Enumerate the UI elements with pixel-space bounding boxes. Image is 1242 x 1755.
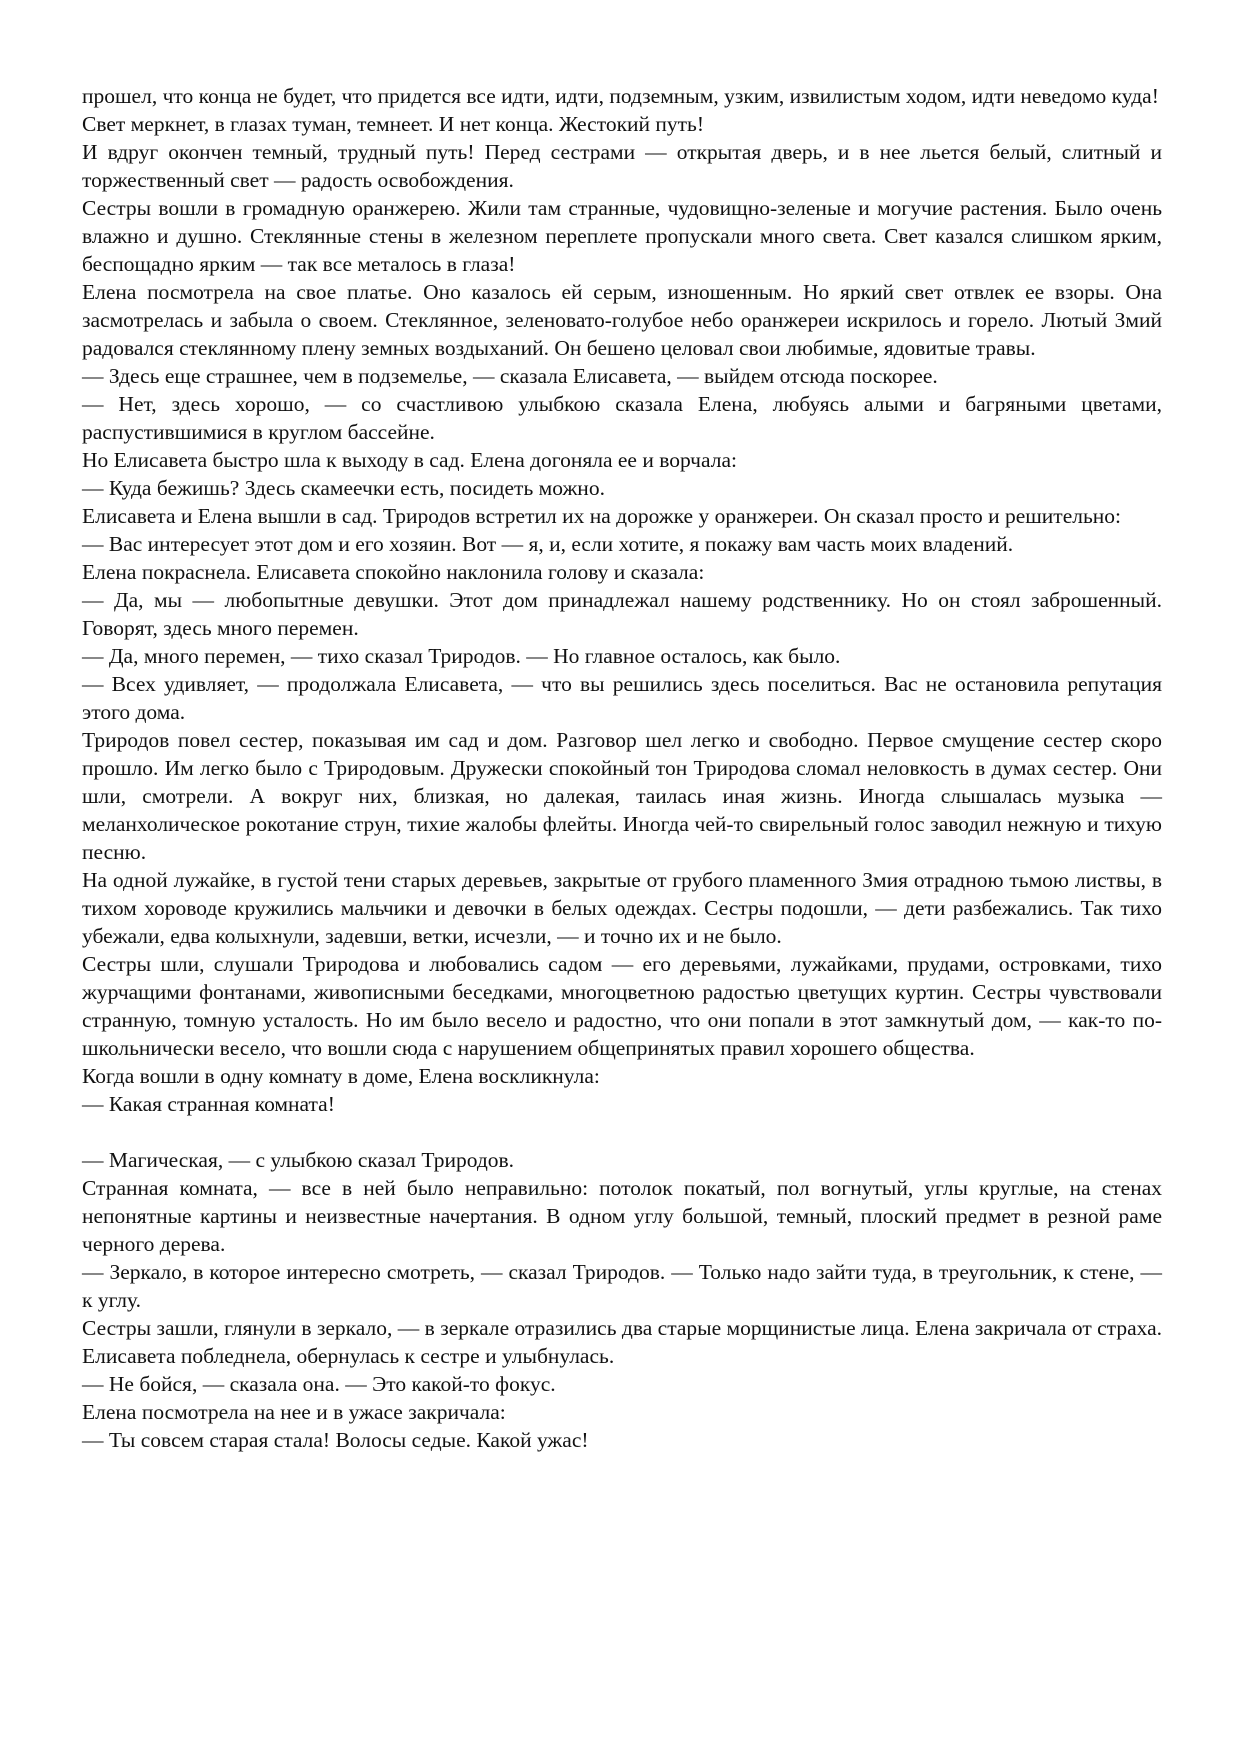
paragraph: Елисавета и Елена вышли в сад. Триродов встретил их на дорожке у оранжереи. Он сказал просто и решительно:	[82, 504, 1122, 528]
paragraph: — Вас интересует этот дом и его хозяин. Вот — я, и, если хотите, я покажу вам часть моих владений.	[82, 532, 1014, 556]
paragraph: Сестры вошли в громадную оранжерею. Жили там странные, чудовищно-зеленые и могучие растения. Было очень влажно и душно. Стеклянные стены в железном переплете пропускали много света. Свет казался слишком ярким, беспощадно ярким — так все металось в глаза!	[82, 196, 1162, 276]
paragraph: Сестры зашли, глянули в зеркало, — в зеркале отразились два старые морщинистые лица. Елена закричала от страха. Елисавета побледнела, обернулась к сестре и улыбнулась.	[82, 1316, 1162, 1368]
paragraph: Сестры шли, слушали Триродова и любовались садом — его деревьями, лужайками, прудами, островками, тихо журчащими фонтанами, живописными беседками, многоцветною радостью цветущих куртин. Сестры чувствовали странную, томную усталость. Но им было весело и радостно, что они попали в этот замкнутый дом, — как-то по-школьнически весело, что вошли сюда с нарушением общепринятых правил хорошего общества.	[82, 952, 1162, 1060]
paragraph: — Магическая, — с улыбкою сказал Триродов.	[82, 1148, 515, 1172]
paragraph: Елена посмотрела на свое платье. Оно казалось ей серым, изношенным. Но яркий свет отвлек ее взоры. Она засмотрелась и забыла о своем. Стеклянное, зеленовато-голубое небо оранжереи искрилось и горело. Лютый Змий радовался стеклянному плену земных воздыханий. Он бешено целовал свои любимые, ядовитые травы.	[82, 280, 1162, 360]
paragraph: — Зеркало, в которое интересно смотреть, — сказал Триродов. — Только надо зайти туда, в треугольник, к стене, — к углу.	[82, 1260, 1162, 1312]
paragraph: Свет меркнет, в глазах туман, темнеет. И нет конца. Жестокий путь!	[82, 112, 705, 136]
document-page	[82, 82, 1162, 1454]
paragraph: — Не бойся, — сказала она. — Это какой-то фокус.	[82, 1372, 556, 1396]
paragraph: — Да, мы — любопытные девушки. Этот дом принадлежал нашему родственнику. Но он стоял заброшенный. Говорят, здесь много перемен.	[82, 588, 1162, 640]
paragraph: Елена покраснела. Елисавета спокойно наклонила голову и сказала:	[82, 560, 705, 584]
paragraph: На одной лужайке, в густой тени старых деревьев, закрытые от грубого пламенного Змия отрадною тьмою листвы, в тихом хороводе кружились мальчики и девочки в белых одеждах. Сестры подошли, — дети разбежались. Так тихо убежали, едва колыхнули, задевши, ветки, исчезли, — и точно их и не было.	[82, 868, 1162, 948]
paragraph: — Куда бежишь? Здесь скамеечки есть, посидеть можно.	[82, 476, 605, 500]
paragraph: — Какая странная комната!	[82, 1092, 335, 1116]
paragraph: — Нет, здесь хорошо, — со счастливою улыбкою сказала Елена, любуясь алыми и багряными цветами, распустившимися в круглом бассейне.	[82, 392, 1162, 444]
paragraph: И вдруг окончен темный, трудный путь! Перед сестрами — открытая дверь, и в нее льется белый, слитный и торжественный свет — радость освобождения.	[82, 140, 1162, 192]
paragraph: Странная комната, — все в ней было неправильно: потолок покатый, пол вогнутый, углы круглые, на стенах непонятные картины и неизвестные начертания. В одном углу большой, темный, плоский предмет в резной раме черного дерева.	[82, 1176, 1162, 1256]
blank-line	[82, 1118, 1162, 1146]
paragraph: Но Елисавета быстро шла к выходу в сад. Елена догоняла ее и ворчала:	[82, 448, 737, 472]
paragraph: — Ты совсем старая стала! Волосы седые. Какой ужас!	[82, 1428, 589, 1452]
paragraph: Елена посмотрела на нее и в ужасе закричала:	[82, 1400, 506, 1424]
paragraph: прошел, что конца не будет, что придется все идти, идти, подземным, узким, извилистым ходом, идти неведомо куда!	[82, 84, 1159, 108]
paragraph: Триродов повел сестер, показывая им сад и дом. Разговор шел легко и свободно. Первое смущение сестер скоро прошло. Им легко было с Триродовым. Дружески спокойный тон Триродова сломал неловкость в думах сестер. Они шли, смотрели. А вокруг них, близкая, но далекая, таилась иная жизнь. Иногда слышалась музыка — меланхолическое рокотание струн, тихие жалобы флейты. Иногда чей-то свирельный голос заводил нежную и тихую песню.	[82, 728, 1162, 864]
paragraph: — Всех удивляет, — продолжала Елисавета, — что вы решились здесь поселиться. Вас не остановила репутация этого дома.	[82, 672, 1162, 724]
paragraph: — Здесь еще страшнее, чем в подземелье, — сказала Елисавета, — выйдем отсюда поскорее.	[82, 364, 938, 388]
paragraph: Когда вошли в одну комнату в доме, Елена воскликнула:	[82, 1064, 600, 1088]
paragraph: — Да, много перемен, — тихо сказал Триродов. — Но главное осталось, как было.	[82, 644, 841, 668]
